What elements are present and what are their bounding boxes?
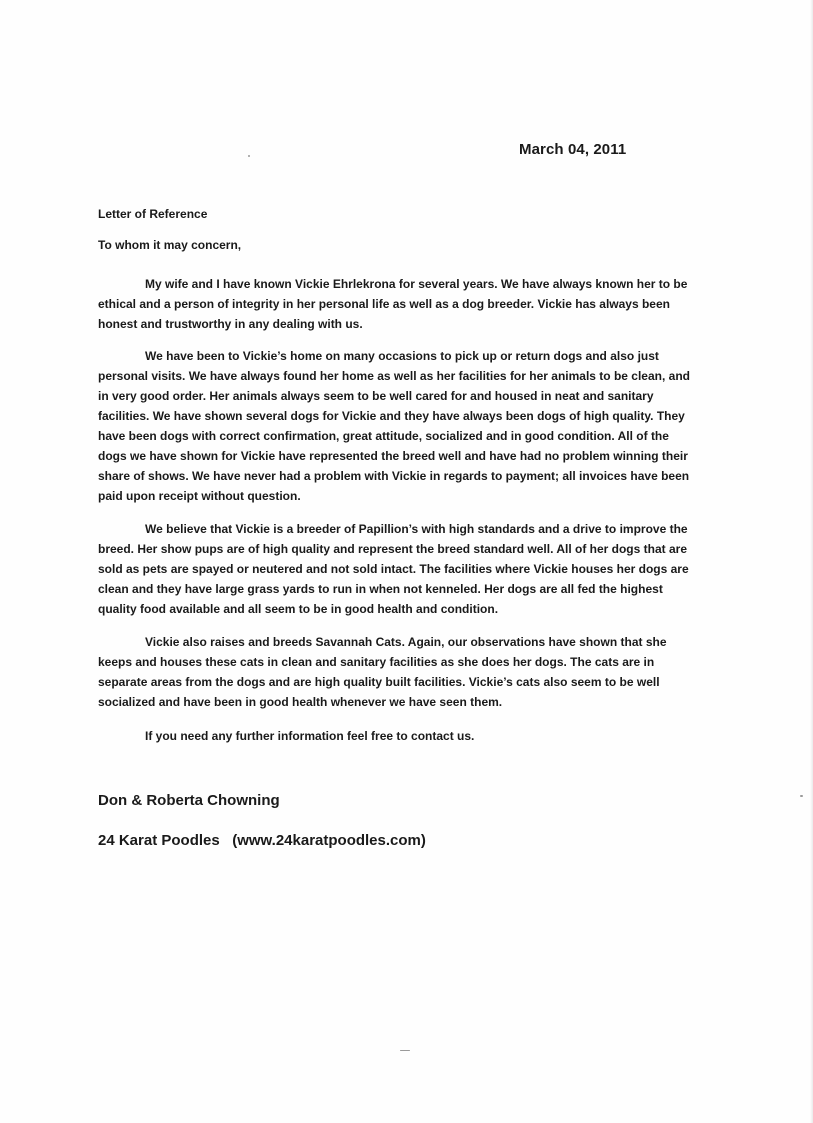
letter-heading: Letter of Reference	[98, 207, 208, 221]
body-paragraph-2: We have been to Vickie’s home on many occasions to pick up or return dogs and also just personal visits. We have always found her home as well as her facilities for her animals to be clean, and in very good order. Her animals always seem to be well cared for and housed in neat and sanitary facilities. We have shown several dogs for Vickie and they have always been dogs of high quality. They have been dogs with correct confirmation, great attitude, socialized and in good condition. All of the dogs we have shown for Vickie have represented the breed well and have had no problem winning their share of shows. We have never had a problem with Vickie in regards to payment; all invoices have been paid upon receipt without question.	[98, 349, 690, 503]
body-paragraph-4: Vickie also raises and breeds Savannah Cats. Again, our observations have shown that she keeps and houses these cats in clean and sanitary facilities as she does her dogs. The cats are in separate areas from the dogs and are high quality built facilities. Vickie’s cats also seem to be well socialized and have been in good health whenever we have seen them.	[98, 635, 667, 709]
letter-date: March 04, 2011	[519, 141, 627, 158]
scan-speck	[800, 795, 803, 797]
signature-names: Don & Roberta Chowning	[98, 792, 280, 809]
scan-speck	[400, 1050, 410, 1051]
body-paragraph-3: We believe that Vickie is a breeder of Papillion’s with high standards and a drive to improve the breed. Her show pups are of high quality and represent the breed standard well. All of her dogs that are sold as pets are spayed or neutered and not sold intact. The facilities where Vickie houses her dogs are clean and they have large grass yards to run in when not kenneled. Her dogs are all fed the highest quality food available and all seem to be in good health and condition.	[98, 522, 689, 616]
organization-line: 24 Karat Poodles (www.24karatpoodles.com)	[98, 832, 426, 849]
scan-speck	[248, 155, 250, 157]
body-paragraph-5: If you need any further information feel free to contact us.	[145, 729, 475, 743]
body-paragraph-1: My wife and I have known Vickie Ehrlekrona for several years. We have always known her to be ethical and a person of integrity in her personal life as well as a dog breeder. Vickie has always been honest and trustworthy in any dealing with us.	[98, 277, 688, 331]
salutation: To whom it may concern,	[98, 238, 242, 252]
